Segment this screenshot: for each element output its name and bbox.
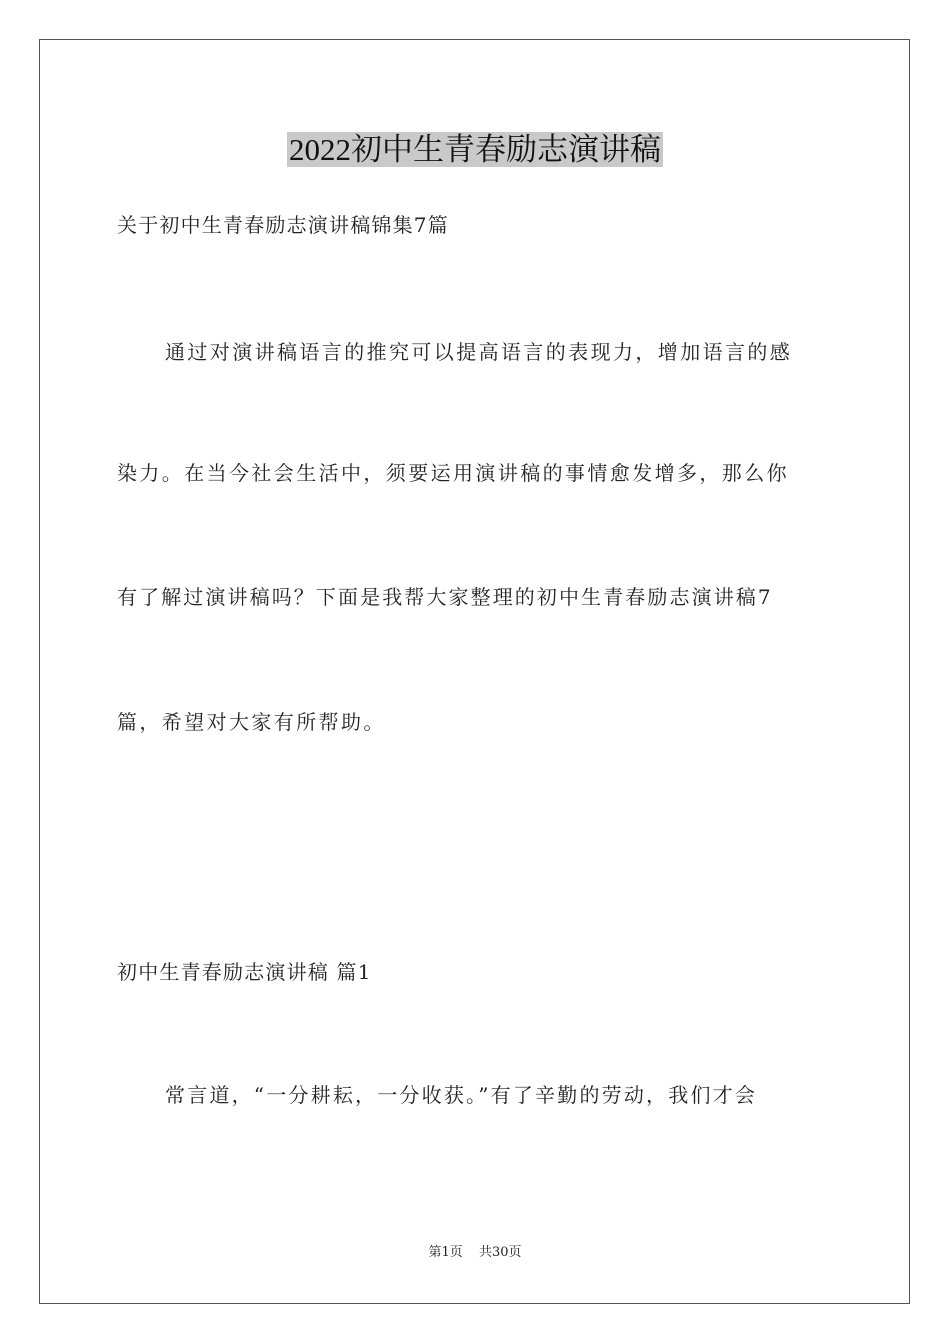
page-number-total: 共30页	[478, 1245, 522, 1260]
intro-paragraph-line-1: 通过对演讲稿语言的推究可以提高语言的表现力，增加语言的感	[165, 340, 793, 364]
page-number-current: 第1页	[428, 1245, 463, 1260]
intro-paragraph-line-4: 篇，希望对大家有所帮助。	[117, 710, 386, 734]
page-footer	[0, 1244, 950, 1262]
section-paragraph-line-1: 常言道，“一分耕耘，一分收获。”有了辛勤的劳动，我们才会	[165, 1083, 758, 1107]
intro-paragraph-line-3: 有了解过演讲稿吗？下面是我帮大家整理的初中生青春励志演讲稿7	[117, 585, 773, 609]
section-heading: 初中生青春励志演讲稿 篇1	[117, 960, 372, 984]
document-title	[0, 128, 950, 172]
document-subtitle: 关于初中生青春励志演讲稿锦集7篇	[117, 213, 449, 237]
intro-paragraph-line-2: 染力。在当今社会生活中，须要运用演讲稿的事情愈发增多，那么你	[117, 461, 789, 485]
document-title-text: 2022初中生青春励志演讲稿	[289, 132, 661, 167]
